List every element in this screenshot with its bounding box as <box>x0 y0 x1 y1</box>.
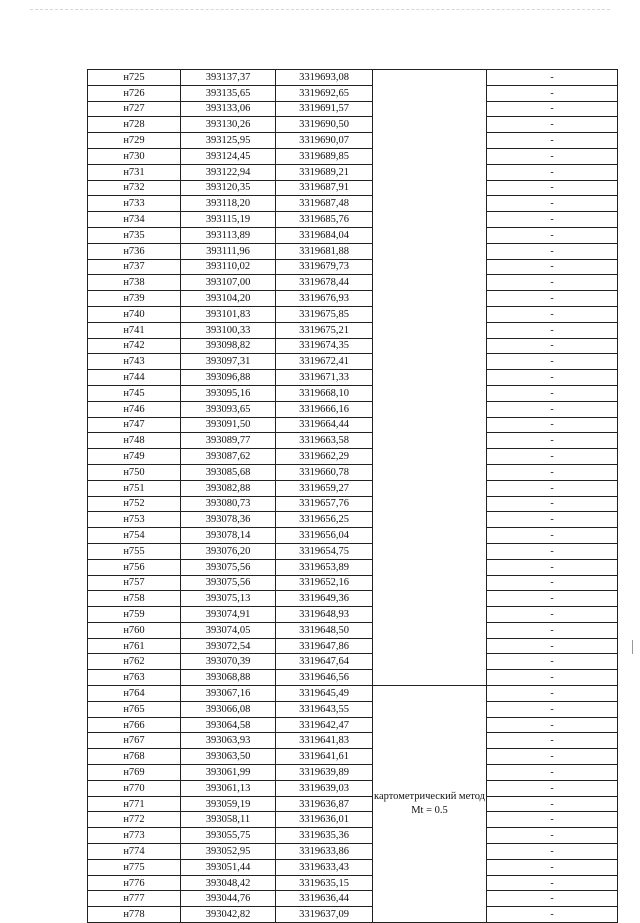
point-name-cell: н775 <box>88 859 181 875</box>
precision-cell: - <box>487 591 618 607</box>
x-coordinate-cell: 393068,88 <box>181 670 276 686</box>
precision-cell: - <box>487 385 618 401</box>
precision-cell: - <box>487 227 618 243</box>
precision-cell: - <box>487 117 618 133</box>
x-coordinate-cell: 393118,20 <box>181 196 276 212</box>
x-coordinate-cell: 393093,65 <box>181 401 276 417</box>
x-coordinate-cell: 393133,06 <box>181 101 276 117</box>
x-coordinate-cell: 393072,54 <box>181 638 276 654</box>
method-cell: картометрический метод Mt = 0.5 <box>373 686 487 923</box>
y-coordinate-cell: 3319641,83 <box>276 733 373 749</box>
y-coordinate-cell: 3319636,87 <box>276 796 373 812</box>
precision-cell: - <box>487 812 618 828</box>
table-row <box>88 812 618 828</box>
x-coordinate-cell: 393111,96 <box>181 243 276 259</box>
point-name-cell: н760 <box>88 622 181 638</box>
x-coordinate-cell: 393097,31 <box>181 354 276 370</box>
point-name-cell: н755 <box>88 543 181 559</box>
table-row <box>88 243 618 259</box>
x-coordinate-cell: 393061,13 <box>181 780 276 796</box>
point-name-cell: н745 <box>88 385 181 401</box>
point-name-cell: н736 <box>88 243 181 259</box>
table-row <box>88 85 618 101</box>
y-coordinate-cell: 3319636,01 <box>276 812 373 828</box>
point-name-cell: н730 <box>88 148 181 164</box>
x-coordinate-cell: 393120,35 <box>181 180 276 196</box>
table-row <box>88 559 618 575</box>
x-coordinate-cell: 393085,68 <box>181 464 276 480</box>
y-coordinate-cell: 3319656,04 <box>276 528 373 544</box>
x-coordinate-cell: 393075,56 <box>181 575 276 591</box>
x-coordinate-cell: 393058,11 <box>181 812 276 828</box>
scan-margin-mark <box>632 640 634 654</box>
y-coordinate-cell: 3319652,16 <box>276 575 373 591</box>
y-coordinate-cell: 3319674,35 <box>276 338 373 354</box>
x-coordinate-cell: 393059,19 <box>181 796 276 812</box>
precision-cell: - <box>487 70 618 86</box>
x-coordinate-cell: 393080,73 <box>181 496 276 512</box>
precision-cell: - <box>487 891 618 907</box>
precision-cell: - <box>487 765 618 781</box>
point-name-cell: н725 <box>88 70 181 86</box>
point-name-cell: н731 <box>88 164 181 180</box>
precision-cell: - <box>487 670 618 686</box>
table-row <box>88 196 618 212</box>
table-row <box>88 765 618 781</box>
x-coordinate-cell: 393089,77 <box>181 433 276 449</box>
precision-cell: - <box>487 417 618 433</box>
y-coordinate-cell: 3319662,29 <box>276 449 373 465</box>
point-name-cell: н740 <box>88 306 181 322</box>
table-row <box>88 749 618 765</box>
table-row <box>88 543 618 559</box>
point-name-cell: н762 <box>88 654 181 670</box>
x-coordinate-cell: 393066,08 <box>181 701 276 717</box>
table-row <box>88 686 618 702</box>
precision-cell: - <box>487 354 618 370</box>
precision-cell: - <box>487 780 618 796</box>
point-name-cell: н737 <box>88 259 181 275</box>
precision-cell: - <box>487 259 618 275</box>
precision-cell: - <box>487 796 618 812</box>
x-coordinate-cell: 393055,75 <box>181 828 276 844</box>
table-row <box>88 796 618 812</box>
x-coordinate-cell: 393110,02 <box>181 259 276 275</box>
y-coordinate-cell: 3319689,85 <box>276 148 373 164</box>
y-coordinate-cell: 3319684,04 <box>276 227 373 243</box>
precision-cell: - <box>487 464 618 480</box>
point-name-cell: н732 <box>88 180 181 196</box>
precision-cell: - <box>487 338 618 354</box>
precision-cell: - <box>487 322 618 338</box>
y-coordinate-cell: 3319635,36 <box>276 828 373 844</box>
table-row <box>88 70 618 86</box>
point-name-cell: н777 <box>88 891 181 907</box>
y-coordinate-cell: 3319659,27 <box>276 480 373 496</box>
point-name-cell: н766 <box>88 717 181 733</box>
y-coordinate-cell: 3319675,85 <box>276 306 373 322</box>
table-row <box>88 512 618 528</box>
y-coordinate-cell: 3319648,93 <box>276 607 373 623</box>
x-coordinate-cell: 393067,16 <box>181 686 276 702</box>
table-row <box>88 622 618 638</box>
point-name-cell: н741 <box>88 322 181 338</box>
coordinates-table-body <box>88 70 618 923</box>
y-coordinate-cell: 3319691,57 <box>276 101 373 117</box>
point-name-cell: н767 <box>88 733 181 749</box>
table-row <box>88 417 618 433</box>
x-coordinate-cell: 393137,37 <box>181 70 276 86</box>
precision-cell: - <box>487 449 618 465</box>
precision-cell: - <box>487 607 618 623</box>
y-coordinate-cell: 3319679,73 <box>276 259 373 275</box>
y-coordinate-cell: 3319676,93 <box>276 291 373 307</box>
table-row <box>88 164 618 180</box>
y-coordinate-cell: 3319646,56 <box>276 670 373 686</box>
table-row <box>88 291 618 307</box>
y-coordinate-cell: 3319635,15 <box>276 875 373 891</box>
y-coordinate-cell: 3319675,21 <box>276 322 373 338</box>
precision-cell: - <box>487 528 618 544</box>
precision-cell: - <box>487 859 618 875</box>
y-coordinate-cell: 3319678,44 <box>276 275 373 291</box>
table-row <box>88 733 618 749</box>
precision-cell: - <box>487 622 618 638</box>
y-coordinate-cell: 3319647,86 <box>276 638 373 654</box>
x-coordinate-cell: 393044,76 <box>181 891 276 907</box>
precision-cell: - <box>487 512 618 528</box>
point-name-cell: н763 <box>88 670 181 686</box>
y-coordinate-cell: 3319687,48 <box>276 196 373 212</box>
y-coordinate-cell: 3319660,78 <box>276 464 373 480</box>
point-name-cell: н754 <box>88 528 181 544</box>
table-row <box>88 464 618 480</box>
x-coordinate-cell: 393135,65 <box>181 85 276 101</box>
x-coordinate-cell: 393095,16 <box>181 385 276 401</box>
precision-cell: - <box>487 875 618 891</box>
y-coordinate-cell: 3319668,10 <box>276 385 373 401</box>
y-coordinate-cell: 3319645,49 <box>276 686 373 702</box>
point-name-cell: н770 <box>88 780 181 796</box>
table-row <box>88 591 618 607</box>
point-name-cell: н756 <box>88 559 181 575</box>
y-coordinate-cell: 3319690,07 <box>276 133 373 149</box>
point-name-cell: н727 <box>88 101 181 117</box>
y-coordinate-cell: 3319671,33 <box>276 370 373 386</box>
point-name-cell: н768 <box>88 749 181 765</box>
precision-cell: - <box>487 686 618 702</box>
y-coordinate-cell: 3319666,16 <box>276 401 373 417</box>
table-row <box>88 828 618 844</box>
x-coordinate-cell: 393082,88 <box>181 480 276 496</box>
table-row <box>88 322 618 338</box>
point-name-cell: н758 <box>88 591 181 607</box>
y-coordinate-cell: 3319642,47 <box>276 717 373 733</box>
point-name-cell: н776 <box>88 875 181 891</box>
point-name-cell: н771 <box>88 796 181 812</box>
table-row <box>88 891 618 907</box>
precision-cell: - <box>487 543 618 559</box>
x-coordinate-cell: 393052,95 <box>181 844 276 860</box>
x-coordinate-cell: 393091,50 <box>181 417 276 433</box>
coordinates-table <box>87 69 618 923</box>
table-row <box>88 859 618 875</box>
table-row <box>88 638 618 654</box>
precision-cell: - <box>487 180 618 196</box>
table-row <box>88 480 618 496</box>
x-coordinate-cell: 393078,14 <box>181 528 276 544</box>
x-coordinate-cell: 393063,50 <box>181 749 276 765</box>
precision-cell: - <box>487 496 618 512</box>
table-row <box>88 227 618 243</box>
precision-cell: - <box>487 733 618 749</box>
table-row <box>88 338 618 354</box>
table-row <box>88 607 618 623</box>
y-coordinate-cell: 3319654,75 <box>276 543 373 559</box>
y-coordinate-cell: 3319636,44 <box>276 891 373 907</box>
y-coordinate-cell: 3319687,91 <box>276 180 373 196</box>
method-cell <box>373 70 487 686</box>
x-coordinate-cell: 393115,19 <box>181 212 276 228</box>
y-coordinate-cell: 3319649,36 <box>276 591 373 607</box>
x-coordinate-cell: 393075,13 <box>181 591 276 607</box>
point-name-cell: н748 <box>88 433 181 449</box>
table-row <box>88 780 618 796</box>
point-name-cell: н735 <box>88 227 181 243</box>
table-row <box>88 354 618 370</box>
precision-cell: - <box>487 844 618 860</box>
y-coordinate-cell: 3319692,65 <box>276 85 373 101</box>
table-row <box>88 306 618 322</box>
point-name-cell: н759 <box>88 607 181 623</box>
precision-cell: - <box>487 749 618 765</box>
table-row <box>88 117 618 133</box>
x-coordinate-cell: 393076,20 <box>181 543 276 559</box>
x-coordinate-cell: 393107,00 <box>181 275 276 291</box>
x-coordinate-cell: 393087,62 <box>181 449 276 465</box>
precision-cell: - <box>487 101 618 117</box>
point-name-cell: н751 <box>88 480 181 496</box>
precision-cell: - <box>487 559 618 575</box>
point-name-cell: н769 <box>88 765 181 781</box>
point-name-cell: н742 <box>88 338 181 354</box>
precision-cell: - <box>487 275 618 291</box>
point-name-cell: н739 <box>88 291 181 307</box>
table-row <box>88 449 618 465</box>
y-coordinate-cell: 3319685,76 <box>276 212 373 228</box>
table-row <box>88 907 618 923</box>
x-coordinate-cell: 393074,91 <box>181 607 276 623</box>
y-coordinate-cell: 3319648,50 <box>276 622 373 638</box>
table-row <box>88 133 618 149</box>
point-name-cell: н772 <box>88 812 181 828</box>
point-name-cell: н743 <box>88 354 181 370</box>
y-coordinate-cell: 3319664,44 <box>276 417 373 433</box>
point-name-cell: н778 <box>88 907 181 923</box>
x-coordinate-cell: 393125,95 <box>181 133 276 149</box>
precision-cell: - <box>487 717 618 733</box>
table-row <box>88 259 618 275</box>
point-name-cell: н752 <box>88 496 181 512</box>
y-coordinate-cell: 3319681,88 <box>276 243 373 259</box>
precision-cell: - <box>487 828 618 844</box>
point-name-cell: н734 <box>88 212 181 228</box>
x-coordinate-cell: 393124,45 <box>181 148 276 164</box>
x-coordinate-cell: 393064,58 <box>181 717 276 733</box>
x-coordinate-cell: 393075,56 <box>181 559 276 575</box>
x-coordinate-cell: 393122,94 <box>181 164 276 180</box>
y-coordinate-cell: 3319656,25 <box>276 512 373 528</box>
y-coordinate-cell: 3319637,09 <box>276 907 373 923</box>
precision-cell: - <box>487 654 618 670</box>
point-name-cell: н773 <box>88 828 181 844</box>
table-row <box>88 670 618 686</box>
y-coordinate-cell: 3319633,86 <box>276 844 373 860</box>
x-coordinate-cell: 393078,36 <box>181 512 276 528</box>
x-coordinate-cell: 393104,20 <box>181 291 276 307</box>
table-row <box>88 275 618 291</box>
point-name-cell: н728 <box>88 117 181 133</box>
point-name-cell: н761 <box>88 638 181 654</box>
table-row <box>88 575 618 591</box>
x-coordinate-cell: 393051,44 <box>181 859 276 875</box>
precision-cell: - <box>487 212 618 228</box>
table-row <box>88 385 618 401</box>
table-row <box>88 370 618 386</box>
y-coordinate-cell: 3319641,61 <box>276 749 373 765</box>
precision-cell: - <box>487 370 618 386</box>
x-coordinate-cell: 393098,82 <box>181 338 276 354</box>
point-name-cell: н765 <box>88 701 181 717</box>
point-name-cell: н746 <box>88 401 181 417</box>
point-name-cell: н753 <box>88 512 181 528</box>
point-name-cell: н729 <box>88 133 181 149</box>
precision-cell: - <box>487 575 618 591</box>
table-row <box>88 212 618 228</box>
point-name-cell: н749 <box>88 449 181 465</box>
precision-cell: - <box>487 433 618 449</box>
x-coordinate-cell: 393063,93 <box>181 733 276 749</box>
scan-header-line <box>30 9 610 11</box>
table-row <box>88 717 618 733</box>
point-name-cell: н744 <box>88 370 181 386</box>
x-coordinate-cell: 393130,26 <box>181 117 276 133</box>
table-row <box>88 433 618 449</box>
y-coordinate-cell: 3319672,41 <box>276 354 373 370</box>
table-row <box>88 701 618 717</box>
point-name-cell: н733 <box>88 196 181 212</box>
table-row <box>88 528 618 544</box>
x-coordinate-cell: 393100,33 <box>181 322 276 338</box>
y-coordinate-cell: 3319663,58 <box>276 433 373 449</box>
table-row <box>88 148 618 164</box>
point-name-cell: н738 <box>88 275 181 291</box>
point-name-cell: н757 <box>88 575 181 591</box>
y-coordinate-cell: 3319643,55 <box>276 701 373 717</box>
table-row <box>88 875 618 891</box>
y-coordinate-cell: 3319657,76 <box>276 496 373 512</box>
precision-cell: - <box>487 196 618 212</box>
y-coordinate-cell: 3319639,89 <box>276 765 373 781</box>
y-coordinate-cell: 3319639,03 <box>276 780 373 796</box>
y-coordinate-cell: 3319693,08 <box>276 70 373 86</box>
x-coordinate-cell: 393061,99 <box>181 765 276 781</box>
point-name-cell: н726 <box>88 85 181 101</box>
x-coordinate-cell: 393113,89 <box>181 227 276 243</box>
point-name-cell: н747 <box>88 417 181 433</box>
precision-cell: - <box>487 480 618 496</box>
precision-cell: - <box>487 306 618 322</box>
precision-cell: - <box>487 148 618 164</box>
x-coordinate-cell: 393042,82 <box>181 907 276 923</box>
y-coordinate-cell: 3319690,50 <box>276 117 373 133</box>
precision-cell: - <box>487 401 618 417</box>
table-row <box>88 654 618 670</box>
x-coordinate-cell: 393096,88 <box>181 370 276 386</box>
precision-cell: - <box>487 638 618 654</box>
precision-cell: - <box>487 164 618 180</box>
table-row <box>88 180 618 196</box>
precision-cell: - <box>487 291 618 307</box>
precision-cell: - <box>487 907 618 923</box>
x-coordinate-cell: 393074,05 <box>181 622 276 638</box>
y-coordinate-cell: 3319689,21 <box>276 164 373 180</box>
point-name-cell: н750 <box>88 464 181 480</box>
precision-cell: - <box>487 85 618 101</box>
y-coordinate-cell: 3319653,89 <box>276 559 373 575</box>
point-name-cell: н764 <box>88 686 181 702</box>
x-coordinate-cell: 393070,39 <box>181 654 276 670</box>
precision-cell: - <box>487 133 618 149</box>
y-coordinate-cell: 3319647,64 <box>276 654 373 670</box>
table-row <box>88 844 618 860</box>
x-coordinate-cell: 393101,83 <box>181 306 276 322</box>
table-row <box>88 101 618 117</box>
y-coordinate-cell: 3319633,43 <box>276 859 373 875</box>
table-row <box>88 401 618 417</box>
precision-cell: - <box>487 701 618 717</box>
table-row <box>88 496 618 512</box>
point-name-cell: н774 <box>88 844 181 860</box>
precision-cell: - <box>487 243 618 259</box>
x-coordinate-cell: 393048,42 <box>181 875 276 891</box>
